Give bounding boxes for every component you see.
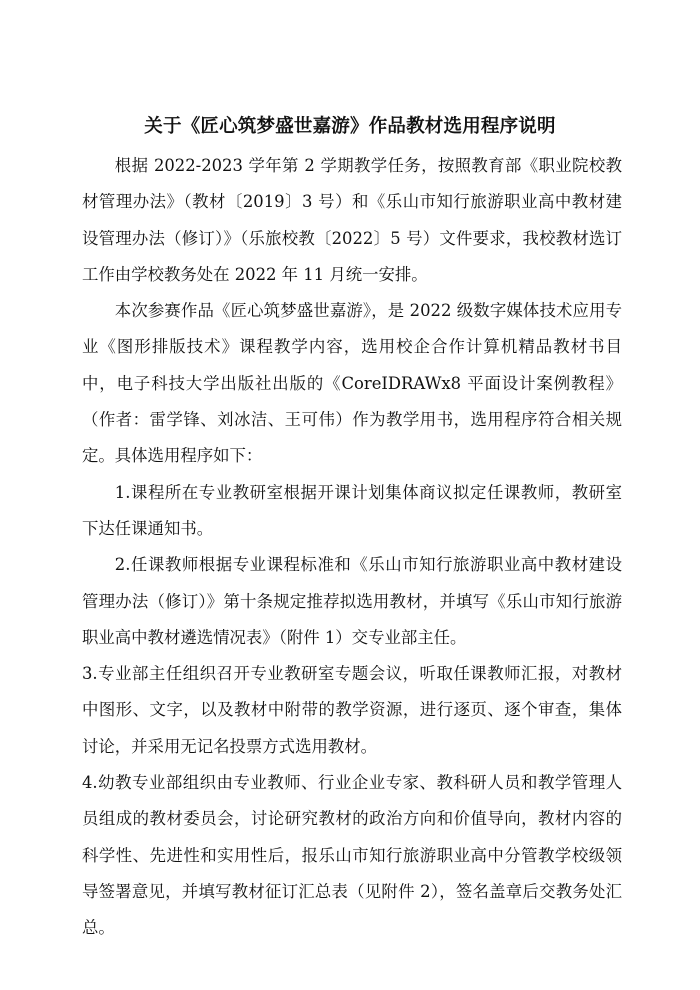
paragraph-step-4: 4.幼教专业部组织由专业教师、行业企业专家、教科研人员和教学管理人员组成的教材委员会，讨论研究教材的政治方向和价值导向，教材内容的科学性、先进性和实用性后，报乐山市知行旅游职业高中分管教学校级领导签署意见，并填写教材征订汇总表（见附件 2），签名盖章后交教务处汇总。 [82, 773, 622, 938]
paragraph-step-2: 2.任课教师根据专业课程标准和《乐山市知行旅游职业高中教材建设管理办法（修订）》第十条规定推荐拟选用教材，并填写《乐山市知行旅游职业高中教材遴选情况表》（附件 1）交专业部主任。 [82, 555, 622, 647]
document-title: 关于《匠心筑梦盛世嘉游》作品教材选用程序说明 [144, 116, 556, 137]
paragraph-work-description: 本次参赛作品《匠心筑梦盛世嘉游》，是 2022 级数字媒体技术应用专业《图形排版技术》课程教学内容，选用校企合作计算机精品教材书目中，电子科技大学出版社出版的《CoreIDRAWx8 平面设计案例教程》（作者：雷学锋、刘冰洁、王可伟）作为教学用书，选用程序符合相关规定。具体选用程序如下： [82, 301, 622, 466]
document-body [82, 148, 622, 947]
paragraph-step-3: 3.专业部主任组织召开专业教研室专题会议，听取任课教师汇报，对教材中图形、文字，以及教材中附带的教学资源，进行逐页、逐个审查，集体讨论，并采用无记名投票方式选用教材。 [82, 664, 622, 756]
paragraph-background: 根据 2022-2023 学年第 2 学期教学任务，按照教育部《职业院校教材管理办法》（教材〔2019〕3 号）和《乐山市知行旅游职业高中教材建设管理办法（修订）》（乐旅校教〔2022〕5 号）文件要求，我校教材选订工作由学校教务处在 2022 年 11 月统一安排。 [82, 156, 622, 284]
paragraph-step-1: 1.课程所在专业教研室根据开课计划集体商议拟定任课教师，教研室下达任课通知书。 [82, 482, 622, 538]
